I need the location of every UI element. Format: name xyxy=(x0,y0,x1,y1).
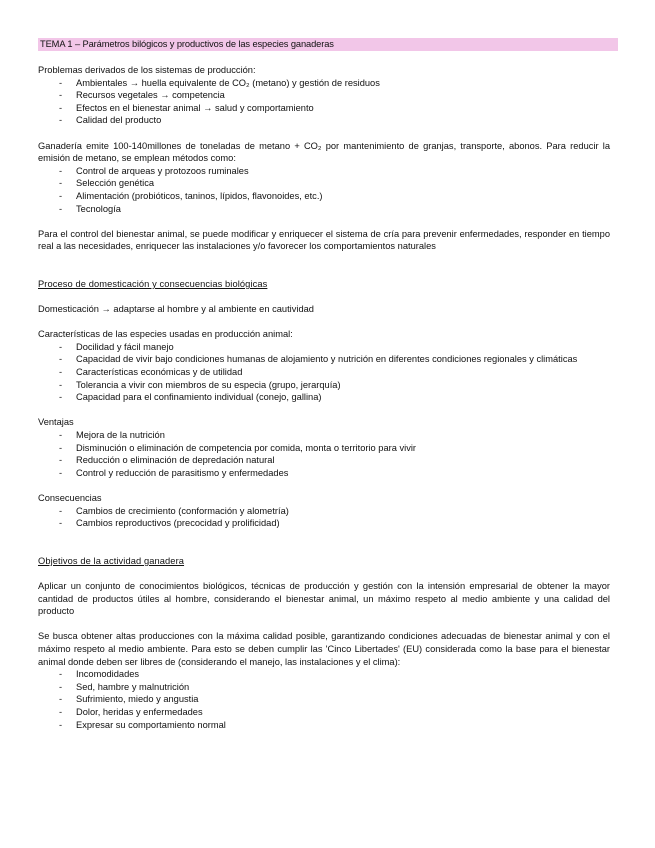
list-item: - Sed, hambre y malnutrición xyxy=(38,681,618,694)
libertades-list xyxy=(38,668,618,731)
list-item: - Tolerancia a vivir con miembros de su especia (grupo, jerarquía) xyxy=(38,379,618,392)
ganaderia-paragraph: Ganadería emite 100-140millones de toneladas de metano + CO₂ por mantenimiento de granjas, transporte, abonos. Para reducir la emisión de metano, se emplean métodos como: xyxy=(38,140,610,164)
ventajas-list xyxy=(38,429,618,479)
problemas-list xyxy=(38,77,618,127)
metodos-list xyxy=(38,165,618,215)
list-item: - Características económicas y de utilidad xyxy=(38,366,618,379)
list-item: - Sufrimiento, miedo y angustia xyxy=(38,693,618,706)
caracteristicas-heading: Características de las especies usadas en producción animal: xyxy=(38,329,293,340)
list-item: - Mejora de la nutrición xyxy=(38,429,618,442)
list-item: - Control de arqueas y protozoos ruminales xyxy=(38,165,618,178)
list-item: - Tecnología xyxy=(38,203,618,216)
list-item: - Disminución o eliminación de competencia por comida, monta o territorio para vivir xyxy=(38,442,618,455)
list-item: - Dolor, heridas y enfermedades xyxy=(38,706,618,719)
list-item: - Reducción o eliminación de depredación natural xyxy=(38,454,618,467)
list-item: - Control y reducción de parasitismo y enfermedades xyxy=(38,467,618,480)
caracteristicas-list xyxy=(38,341,618,404)
domesticacion-heading: Proceso de domesticación y consecuencias biológicas xyxy=(38,278,268,289)
objetivos-paragraph-1: Aplicar un conjunto de conocimientos biológicos, técnicas de producción y gestión con la intensión empresarial de obtener la mayor cantidad de productos útiles al hombre, considerando el bienestar animal, un máximo respeto al medio ambiente y una calidad del producto xyxy=(38,580,610,617)
objetivos-heading: Objetivos de la actividad ganadera xyxy=(38,555,185,566)
problemas-heading: Problemas derivados de los sistemas de producción: xyxy=(38,65,256,75)
document-page xyxy=(38,38,618,731)
document-title: TEMA 1 – Parámetros bilógicos y productivos de las especies ganaderas xyxy=(38,38,618,51)
bienestar-paragraph: Para el control del bienestar animal, se puede modificar y enriquecer el sistema de cría para prevenir enfermedades, responder en tiempo real a las necesidades, enriquecer las instalaciones y/o favorecer los comportamientos naturales xyxy=(38,228,610,252)
objetivos-paragraph-2: Se busca obtener altas producciones con la máxima calidad posible, garantizando condiciones adecuadas de bienestar animal y con el máximo respeto al medio ambiente. Para esto se deben cumplir las 'Cinco Libertades' (EU) considerada como la base para el bienestar animal donde deben ser libres de (considerando el manejo, las instalaciones y el clima): xyxy=(38,631,610,667)
list-item: - Recursos vegetales → competencia xyxy=(38,89,618,102)
list-item: - Ambientales → huella equivalente de CO₂ (metano) y gestión de residuos xyxy=(38,77,618,90)
list-item: - Cambios reproductivos (precocidad y prolificidad) xyxy=(38,517,618,530)
list-item: - Efectos en el bienestar animal → salud y comportamiento xyxy=(38,102,618,115)
consecuencias-heading: Consecuencias xyxy=(38,493,102,503)
ventajas-heading: Ventajas xyxy=(38,417,74,428)
list-item: - Incomodidades xyxy=(38,668,618,681)
list-item: - Calidad del producto xyxy=(38,114,618,127)
list-item: - Alimentación (probióticos, taninos, lípidos, flavonoides, etc.) xyxy=(38,190,618,203)
list-item: - Selección genética xyxy=(38,177,618,190)
list-item: - Cambios de crecimiento (conformación y alometría) xyxy=(38,505,618,518)
consecuencias-list xyxy=(38,505,618,530)
list-item: - Capacidad de vivir bajo condiciones humanas de alojamiento y nutrición en diferentes condiciones regionales y climáticas xyxy=(38,353,618,366)
list-item: - Expresar su comportamiento normal xyxy=(38,719,618,732)
list-item: - Docilidad y fácil manejo xyxy=(38,341,618,354)
list-item: - Capacidad para el confinamiento individual (conejo, gallina) xyxy=(38,391,618,404)
domesticacion-definition: Domesticación → adaptarse al hombre y al ambiente en cautividad xyxy=(38,304,314,315)
